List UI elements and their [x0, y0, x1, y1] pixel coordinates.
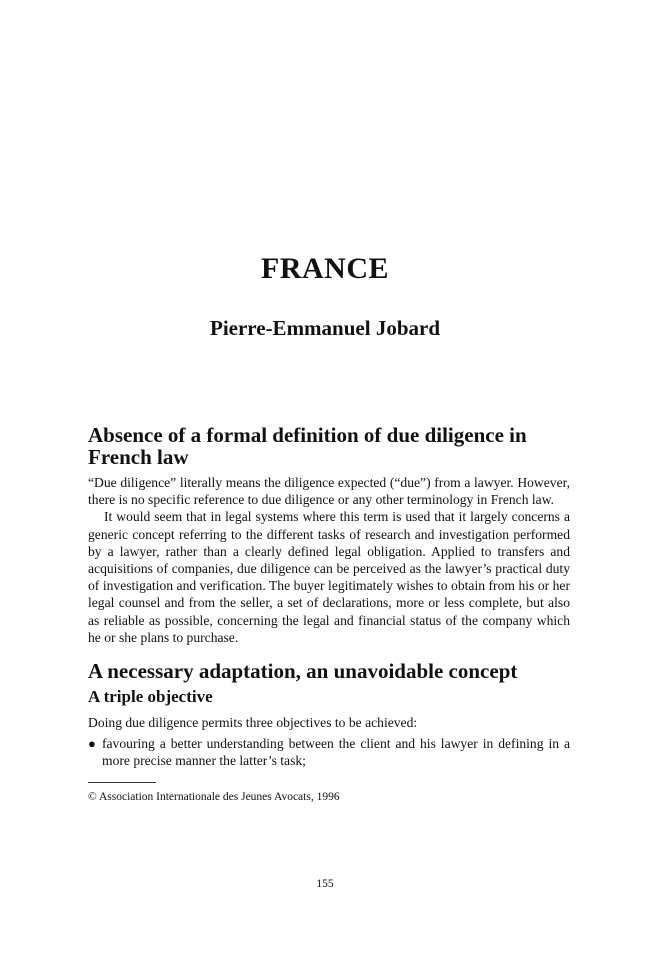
paragraph-2: It would seem that in legal systems where this term is used that it largely concerns a generic concept referring to the different tasks of research and investigation performed by a lawyer, rather than a clearly defined legal obligation. Applied to transfers and acquisitions of companies, due diligence can be perceived as the lawyer’s practical duty of investigation and verification. The buyer legitimately wishes to obtain from his or her legal counsel and from the seller, a set of declarations, more or less complete, but also as reliable as possible, concerning the legal and financial status of the company which he or she plans to purchase.	[88, 509, 570, 645]
paragraph-1: “Due diligence” literally means the diligence expected (“due”) from a lawyer. However, there is no specific reference to due diligence or any other terminology in French law.	[88, 475, 570, 508]
author-name: Pierre-Emmanuel Jobard	[210, 316, 440, 340]
page-number: 155	[316, 878, 334, 890]
subsection-heading: A triple objective	[88, 687, 213, 707]
list-item-text: favouring a better understanding between the client and his lawyer in defining in a more precise manner the latter’s task;	[102, 736, 570, 769]
section-heading-2: A necessary adaptation, an unavoidable concept	[88, 659, 518, 684]
footnote-divider	[88, 782, 156, 783]
section-heading-1: Absence of a formal definition of due diligence in French law	[88, 423, 527, 469]
intro-paragraph: Doing due diligence permits three objectives to be achieved:	[88, 715, 418, 731]
article-body	[88, 424, 570, 804]
bullet-dot-icon: ●	[88, 736, 96, 752]
page-title: FRANCE	[261, 252, 389, 285]
copyright-footnote: © Association Internationale des Jeunes Avocats, 1996	[88, 790, 340, 803]
list-item	[88, 735, 570, 769]
